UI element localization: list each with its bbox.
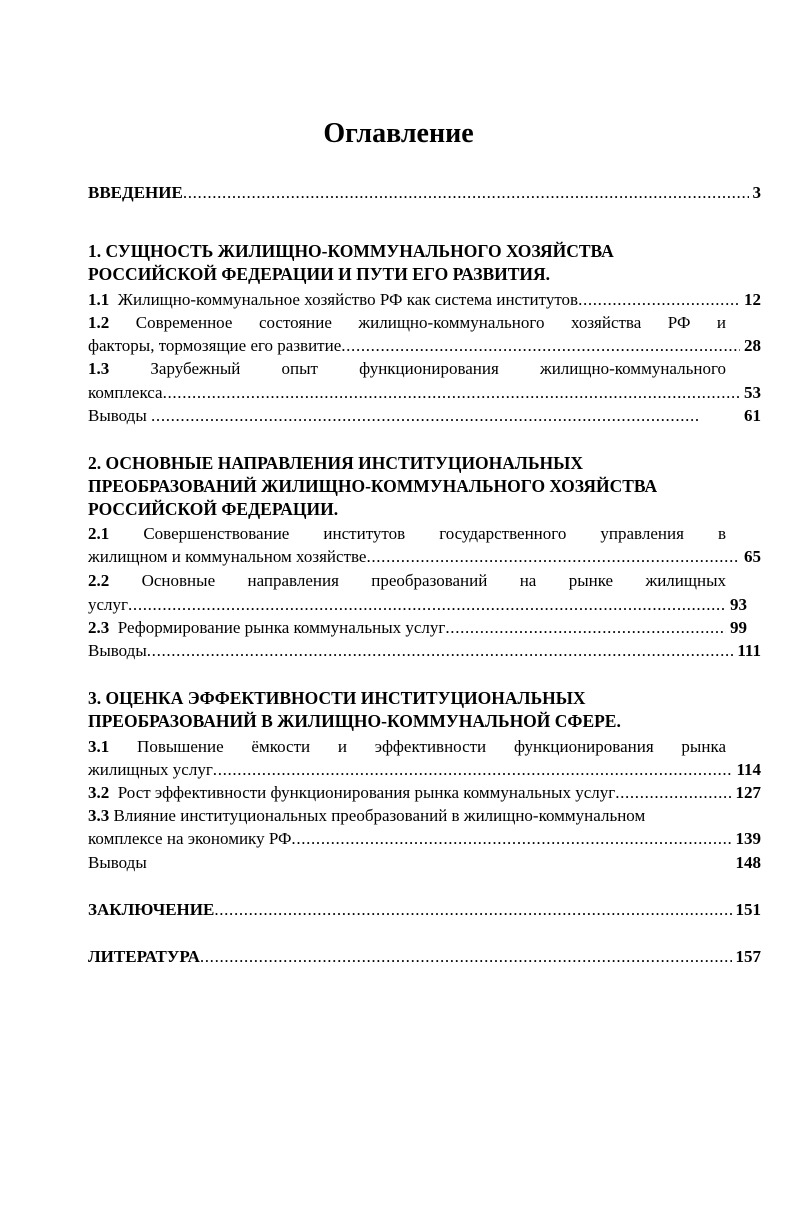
toc-entry-3-2[interactable] [88, 781, 761, 804]
chapter-2-heading[interactable]: 2. ОСНОВНЫЕ НАПРАВЛЕНИЯ ИНСТИТУЦИОНАЛЬНЫХ [88, 453, 583, 473]
toc-entry-1-2[interactable] [88, 311, 726, 334]
chapter-3-heading-cont[interactable]: ПРЕОБРАЗОВАНИЙ В ЖИЛИЩНО-КОММУНАЛЬНОЙ СФЕРЕ. [88, 711, 621, 731]
section-number: 3.2 [88, 783, 110, 802]
toc-entry-3-3[interactable] [88, 804, 726, 827]
toc-entry-label: ЗАКЛЮЧЕНИЕ [88, 900, 215, 919]
toc-entry-2-2-cont[interactable] [88, 593, 761, 616]
toc-entry-1-3[interactable] [88, 357, 726, 380]
toc-entry-2-2[interactable] [88, 569, 726, 592]
section-number: 1.3 [88, 359, 110, 378]
dot-leader [291, 827, 731, 850]
page-number: 111 [737, 641, 761, 660]
toc-entry-label: Влияние институциональных преобразований в жилищно-коммунальном [113, 806, 646, 825]
toc-entry-label: Выводы [88, 406, 147, 425]
page-number: 114 [736, 760, 761, 779]
toc-entry-label: жилищных услуг [88, 760, 213, 779]
toc-entry-2-conclusions[interactable] [88, 639, 761, 662]
dot-leader [147, 639, 734, 662]
page-number: 3 [752, 183, 761, 202]
toc-entry-label: Жилищно-коммунальное хозяйство РФ как система институтов [117, 290, 579, 309]
dot-leader [183, 181, 749, 204]
toc-entry-1-conclusions[interactable] [88, 404, 761, 427]
dot-leader [214, 898, 731, 921]
page-number: 93 [730, 595, 747, 614]
chapter-1-heading[interactable]: 1. СУЩНОСТЬ ЖИЛИЩНО-КОММУНАЛЬНОГО ХОЗЯЙСТВА [88, 241, 614, 261]
page-number: 127 [735, 783, 761, 802]
toc-entry-label: ВВЕДЕНИЕ [88, 183, 183, 202]
page-number: 65 [744, 547, 761, 566]
section-number: 1.2 [88, 313, 110, 332]
toc-entry-label: Основные направления преобразований на рынке жилищных [141, 571, 726, 590]
chapter-2-heading-cont2[interactable]: РОССИЙСКОЙ ФЕДЕРАЦИИ. [88, 499, 339, 519]
page-number: 157 [735, 947, 761, 966]
toc-entry-3-1[interactable] [88, 735, 726, 758]
chapter-1-heading-cont[interactable]: РОССИЙСКОЙ ФЕДЕРАЦИИ И ПУТИ ЕГО РАЗВИТИЯ. [88, 264, 551, 284]
page-number: 139 [735, 829, 761, 848]
page-number: 99 [730, 618, 747, 637]
page-title: Оглавление [323, 118, 474, 149]
page-number: 148 [735, 853, 761, 872]
dot-leader [128, 593, 726, 616]
toc-entry-label: Рост эффективности функционирования рынка коммунальных услуг [117, 783, 616, 802]
toc-entry-label: Выводы [88, 853, 147, 872]
section-number: 1.1 [88, 290, 110, 309]
dot-leader [578, 288, 740, 311]
toc-entry-1-1[interactable] [88, 288, 761, 311]
dot-leader [366, 545, 740, 568]
toc-entry-1-2-cont[interactable] [88, 334, 761, 357]
section-number: 2.1 [88, 524, 110, 543]
toc-entry-3-conclusions[interactable] [88, 851, 761, 874]
toc-entry-conclusion[interactable] [88, 898, 761, 921]
toc-entry-2-3[interactable] [88, 616, 761, 639]
toc-entry-label: комплекса [88, 383, 163, 402]
toc-entry-label: жилищном и коммунальном хозяйстве [88, 547, 367, 566]
section-number: 3.3 [88, 806, 110, 825]
toc-entry-2-1[interactable] [88, 522, 726, 545]
dot-leader [445, 616, 726, 639]
dot-leader [213, 758, 733, 781]
toc-entry-literature[interactable] [88, 945, 761, 968]
section-number: 3.1 [88, 737, 110, 756]
page-number: 12 [744, 290, 761, 309]
toc-entry-2-1-cont[interactable] [88, 545, 761, 568]
toc-entry-label: Выводы [88, 641, 147, 660]
toc-entry-label: Зарубежный опыт функционирования жилищно-коммунального [150, 359, 726, 378]
toc-entry-intro[interactable] [88, 181, 761, 204]
dot-leader [200, 945, 732, 968]
section-number: 2.3 [88, 618, 110, 637]
dot-leader [151, 404, 700, 427]
toc-entry-1-3-cont[interactable] [88, 381, 761, 404]
toc-entry-label: Повышение ёмкости и эффективности функционирования рынка [137, 737, 726, 756]
toc-entry-label: Совершенствование институтов государственного управления в [143, 524, 726, 543]
chapter-2-heading-cont[interactable]: ПРЕОБРАЗОВАНИЙ ЖИЛИЩНО-КОММУНАЛЬНОГО ХОЗЯЙСТВА [88, 476, 658, 496]
page-number: 28 [744, 336, 761, 355]
toc-entry-label: Современное состояние жилищно-коммунального хозяйства РФ и [135, 313, 726, 332]
toc-entry-label: услуг [88, 595, 129, 614]
toc-entry-label: комплексе на экономику РФ [88, 829, 292, 848]
toc-entry-label: ЛИТЕРАТУРА [88, 947, 200, 966]
toc-entry-3-3-cont[interactable] [88, 827, 761, 850]
toc-entry-label: Реформирование рынка коммунальных услуг [117, 618, 446, 637]
chapter-3-heading[interactable]: 3. ОЦЕНКА ЭФФЕКТИВНОСТИ ИНСТИТУЦИОНАЛЬНЫХ [88, 688, 586, 708]
page-number: 61 [744, 406, 761, 425]
toc-entry-label: факторы, тормозящие его развитие [88, 336, 342, 355]
page-number: 53 [744, 383, 761, 402]
dot-leader [163, 381, 740, 404]
dot-leader [341, 334, 740, 357]
dot-leader [615, 781, 731, 804]
page-number: 151 [735, 900, 761, 919]
section-number: 2.2 [88, 571, 110, 590]
toc-entry-3-1-cont[interactable] [88, 758, 761, 781]
